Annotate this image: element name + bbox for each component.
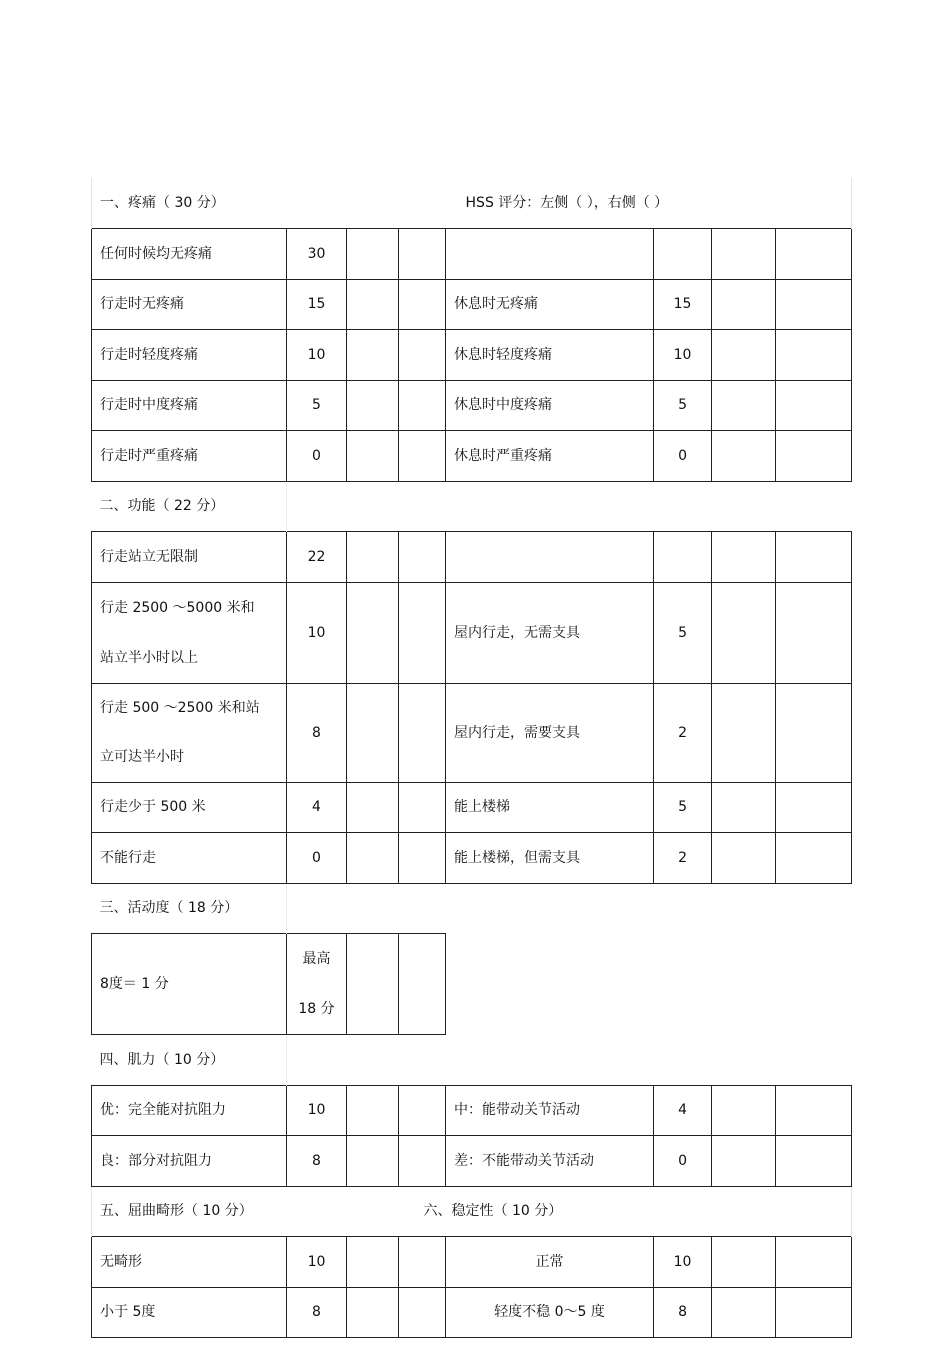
left-entry-cell[interactable] [347, 1085, 399, 1135]
left-entry-cell[interactable] [712, 782, 776, 832]
pain-left-score: 5 [287, 380, 347, 430]
right-entry-cell[interactable] [399, 782, 446, 832]
hss-score-form [91, 178, 851, 1338]
pain-right-label: 休息时中度疼痛 [446, 380, 654, 430]
strength-right-label: 差：不能带动关节活动 [446, 1135, 654, 1186]
function-left-label [92, 582, 287, 683]
function-right-label [446, 531, 654, 582]
right-entry-cell[interactable] [776, 1135, 852, 1186]
pain-left-label: 行走时无疼痛 [92, 279, 287, 329]
left-entry-cell[interactable] [712, 380, 776, 430]
deformity-label: 无畸形 [92, 1236, 287, 1287]
rom-label: 8度＝ 1 分 [92, 933, 287, 1034]
rom-score-line2: 18 分 [298, 1000, 335, 1017]
right-entry-cell[interactable] [776, 582, 852, 683]
pain-left-score: 30 [287, 228, 347, 279]
left-entry-cell[interactable] [347, 582, 399, 683]
right-entry-cell[interactable] [399, 1135, 446, 1186]
pain-right-label: 休息时轻度疼痛 [446, 329, 654, 380]
function-section-title: 二、功能（ 22 分） [92, 481, 287, 531]
function-left-score: 8 [287, 683, 347, 782]
right-entry-cell[interactable] [776, 279, 852, 329]
stability-score: 10 [654, 1236, 712, 1287]
function-right-label: 能上楼梯 [446, 782, 654, 832]
right-entry-cell[interactable] [399, 380, 446, 430]
deformity-label: 小于 5度 [92, 1287, 287, 1337]
function-right-score: 5 [654, 582, 712, 683]
table-row [92, 279, 852, 329]
left-entry-cell[interactable] [712, 683, 776, 782]
right-entry-cell[interactable] [399, 582, 446, 683]
table-row [92, 782, 852, 832]
stability-label: 轻度不稳 0～5 度 [446, 1287, 654, 1337]
left-entry-cell[interactable] [347, 228, 399, 279]
right-entry-cell[interactable] [399, 933, 446, 1034]
deformity-section-title: 五、屈曲畸形（ 10 分） [92, 1186, 446, 1236]
function-left-score: 22 [287, 531, 347, 582]
function-left-label: 行走站立无限制 [92, 531, 287, 582]
pain-left-label: 行走时轻度疼痛 [92, 329, 287, 380]
left-entry-cell[interactable] [347, 782, 399, 832]
left-entry-cell[interactable] [712, 582, 776, 683]
right-entry-cell[interactable] [776, 683, 852, 782]
deformity-heading-row [92, 1186, 852, 1236]
left-entry-cell[interactable] [712, 531, 776, 582]
right-entry-cell[interactable] [776, 329, 852, 380]
left-entry-cell[interactable] [347, 1287, 399, 1337]
right-entry-cell[interactable] [776, 380, 852, 430]
deformity-score: 10 [287, 1236, 347, 1287]
right-entry-cell[interactable] [399, 683, 446, 782]
pain-section-title: 一、疼痛（ 30 分） [92, 178, 446, 228]
left-entry-cell[interactable] [712, 1085, 776, 1135]
table-row [92, 933, 852, 1034]
rom-section-title: 三、活动度（ 18 分） [92, 883, 287, 933]
pain-left-label: 行走时中度疼痛 [92, 380, 287, 430]
heading-spacer [287, 1034, 852, 1085]
hss-score-label: HSS 评分：左侧（ ），右侧（ ） [446, 178, 852, 228]
table-row [92, 1236, 852, 1287]
function-left-label-line1: 行走 500 ～2500 米和站 [100, 699, 260, 716]
left-entry-cell[interactable] [347, 380, 399, 430]
pain-left-score: 15 [287, 279, 347, 329]
strength-heading-row [92, 1034, 852, 1085]
strength-left-label: 优：完全能对抗阻力 [92, 1085, 287, 1135]
right-entry-cell[interactable] [399, 228, 446, 279]
table-row [92, 683, 852, 782]
pain-right-score: 5 [654, 380, 712, 430]
left-entry-cell[interactable] [712, 1287, 776, 1337]
pain-right-score: 10 [654, 329, 712, 380]
left-entry-cell[interactable] [712, 832, 776, 883]
strength-section-title: 四、肌力（ 10 分） [92, 1034, 287, 1085]
left-entry-cell[interactable] [712, 279, 776, 329]
strength-right-score: 0 [654, 1135, 712, 1186]
pain-left-score: 0 [287, 430, 347, 481]
strength-left-score: 10 [287, 1085, 347, 1135]
function-right-score [654, 531, 712, 582]
function-left-label: 行走少于 500 米 [92, 782, 287, 832]
left-entry-cell[interactable] [347, 430, 399, 481]
left-entry-cell[interactable] [347, 531, 399, 582]
right-entry-cell[interactable] [776, 832, 852, 883]
pain-right-score: 0 [654, 430, 712, 481]
table-row [92, 228, 852, 279]
right-entry-cell[interactable] [776, 228, 852, 279]
pain-left-score: 10 [287, 329, 347, 380]
right-entry-cell[interactable] [776, 531, 852, 582]
heading-spacer [287, 883, 852, 933]
hss-table [91, 178, 852, 1338]
strength-left-score: 8 [287, 1135, 347, 1186]
table-row [92, 380, 852, 430]
heading-spacer [287, 481, 852, 531]
right-entry-cell[interactable] [776, 430, 852, 481]
stability-section-title: 六、稳定性（ 10 分） [424, 1186, 830, 1236]
stability-score: 8 [654, 1287, 712, 1337]
strength-right-label: 中：能带动关节活动 [446, 1085, 654, 1135]
pain-left-label: 任何时候均无疼痛 [92, 228, 287, 279]
function-left-label-line1: 行走 2500 ～5000 米和 [100, 599, 255, 616]
left-entry-cell[interactable] [347, 1135, 399, 1186]
left-entry-cell[interactable] [347, 832, 399, 883]
function-right-score: 2 [654, 832, 712, 883]
left-entry-cell[interactable] [712, 329, 776, 380]
left-entry-cell[interactable] [347, 933, 399, 1034]
function-left-score: 10 [287, 582, 347, 683]
pain-right-label: 休息时无疼痛 [446, 279, 654, 329]
function-right-score: 2 [654, 683, 712, 782]
left-entry-cell[interactable] [347, 1236, 399, 1287]
left-entry-cell[interactable] [712, 1236, 776, 1287]
table-row [92, 430, 852, 481]
table-row [92, 1085, 852, 1135]
pain-right-label [446, 228, 654, 279]
function-right-label: 能上楼梯，但需支具 [446, 832, 654, 883]
strength-right-score: 4 [654, 1085, 712, 1135]
function-heading-row [92, 481, 852, 531]
left-entry-cell[interactable] [712, 1135, 776, 1186]
table-row [92, 582, 852, 683]
function-right-label: 屋内行走，需要支具 [446, 683, 654, 782]
table-row [92, 329, 852, 380]
table-row [92, 531, 852, 582]
right-entry-cell[interactable] [399, 1287, 446, 1337]
function-left-label [92, 683, 287, 782]
right-entry-cell[interactable] [399, 531, 446, 582]
empty-area [446, 933, 852, 1034]
function-right-score: 5 [654, 782, 712, 832]
pain-heading-row [92, 178, 852, 228]
pain-right-score: 15 [654, 279, 712, 329]
function-left-score: 4 [287, 782, 347, 832]
right-entry-cell[interactable] [399, 329, 446, 380]
stability-label: 正常 [446, 1236, 654, 1287]
left-entry-cell[interactable] [712, 228, 776, 279]
right-entry-cell[interactable] [776, 1236, 852, 1287]
right-entry-cell[interactable] [776, 782, 852, 832]
rom-heading-row [92, 883, 852, 933]
pain-right-score [654, 228, 712, 279]
right-entry-cell[interactable] [399, 430, 446, 481]
rom-score-line1: 最高 [302, 950, 331, 967]
right-entry-cell[interactable] [776, 1085, 852, 1135]
function-left-label-line2: 站立半小时以上 [100, 649, 198, 666]
left-entry-cell[interactable] [347, 279, 399, 329]
left-entry-cell[interactable] [347, 329, 399, 380]
function-left-label-line2: 立可达半小时 [100, 748, 184, 765]
rom-score [287, 933, 347, 1034]
right-entry-cell[interactable] [399, 832, 446, 883]
function-left-label: 不能行走 [92, 832, 287, 883]
pain-right-label: 休息时严重疼痛 [446, 430, 654, 481]
pain-left-label: 行走时严重疼痛 [92, 430, 287, 481]
table-row [92, 1287, 852, 1337]
right-entry-cell[interactable] [399, 1236, 446, 1287]
table-row [92, 1135, 852, 1186]
right-entry-cell[interactable] [776, 1287, 852, 1337]
left-entry-cell[interactable] [712, 430, 776, 481]
right-entry-cell[interactable] [399, 279, 446, 329]
left-entry-cell[interactable] [347, 683, 399, 782]
function-left-score: 0 [287, 832, 347, 883]
deformity-score: 8 [287, 1287, 347, 1337]
table-row [92, 832, 852, 883]
right-entry-cell[interactable] [399, 1085, 446, 1135]
strength-left-label: 良：部分对抗阻力 [92, 1135, 287, 1186]
function-right-label: 屋内行走，无需支具 [446, 582, 654, 683]
